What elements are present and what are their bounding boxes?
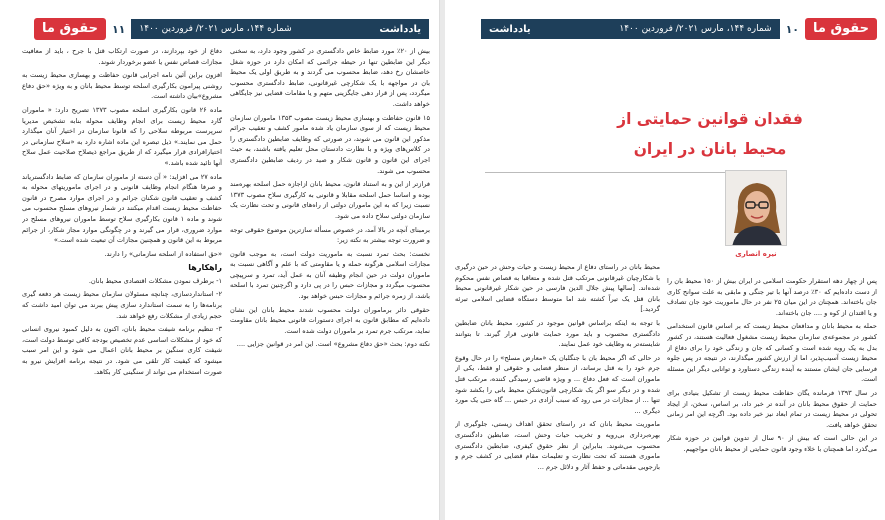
paragraph: حمله به محیط بانان و مدافعان محیط زیست که بر اساس قانون استخدامی کشور در مجموعه‌ی سازمان محیط زیست مشغول فعالیت هستند، در کشور بدل به یک رویه شده است و کسانی که جان و زندگی خود را برای دفاع از محیط زیست آسیب‌پذیر، اما از ارزش کشور میگذارند، در نتیجه در پس جلوه فرسایی جان ایشان مستند به آینده زندگی دستاورد و توانایی دیگر این مسئله است. xyxy=(667,322,877,384)
left-page xyxy=(0,0,440,520)
paragraph: در حالی که اگر محیط بان با جنگلبان یک «معارض مسلح» را در حال وقوع جرم خود را به قتل برساند، از منظر قضایی و حقوقی او فقط، یکی از ماموران است که فعل دفاع ... و ویژه قاضی رسیدگی کننده، مرتکب قتل شده و در دیگر سو اگر یک شکارچی قانون‌شکن محیط بانی را بکشد شود تنها ... از مجازات در می رود که سبب آزادی در حبس ... گاه حتی یک مورد دیگری ... xyxy=(455,353,660,415)
paragraph: ماموریت محیط بانان که در راستای تحقق اهداف زیستی، جلوگیری از بهره‌برداری بی‌رویه و تخریب حیات وحش است، ضابطین دادگستری محسوب می‌شوند. بنابراین از نظر حقوق کیفری، ضابطین دادگستری ماموری هستند که تحت نظارت و تعلیمات مقام قضایی در کشف جرم و بازجویی مقدماتی و حفظ آثار و دلائل جرم ... xyxy=(455,420,660,471)
issue-info: شماره ۱۴۴، مارس ۲۰۲۱/ فروردین ۱۴۰۰ xyxy=(139,24,292,34)
page-number: ۱۰ xyxy=(785,22,800,36)
header-bar xyxy=(131,19,429,39)
paragraph: نخست: بحث تمرد نسبت به ماموریت دولت است، به موجب قانون مجازات اسلامی هرگونه حمله و یا مقاومتی که با علم و آگاهی نسبت به ماموران دولت در حین انجام وظیفه آنان به عمل آید، تمرد و سرپیچی محسوب میگردد و مجازات حبس را در پی دارد و اگرچنین تمرد با اسلحه باشد، از زمره جرائم و مجازات حبس خواهد بود. xyxy=(230,249,430,301)
issue-info: شماره ۱۴۴، مارس ۲۰۲۱/ فروردین ۱۴۰۰ xyxy=(619,24,772,34)
header-bar xyxy=(481,19,780,39)
paragraph: ۱- برطرف نمودن مشکلات اقتصادی محیط بانان. xyxy=(88,276,222,285)
paragraph: ماده ۲۶ قانون بکارگیری اسلحه مصوب ۱۳۷۳ تصریح دارد: « ماموران گارد محیط زیست برای انجام وظایف محوله بنابه تشخیص مدیریا سرپرست مربوطه سلاحی را که قانونا سازمان در اختیار آنان میگذارد حمل می نمایند.» ذیل تبصره این ماده اشاره دارد به «سلاح سازمانی در اختیارافرادی قرار میگیرد که از طریق مراجع ذیصلاح صلاحیت عمل سلاح آنها تائید شده باشد.» xyxy=(22,105,222,167)
section-label: یادداشت xyxy=(379,23,421,35)
paragraph: پس از چهار دهه استقرار حکومت اسلامی در ایران بیش از ۱۵۰ محیط بان را از دست داده‌ایم که ۳۰٪ درصد آنها با تیر جنگی و مابقی به علت سوانح کاری جان باخته‌اند. همچنان در این میان ۲۵ نفر در حال ماموریت خود جان تصادف و یا اقتدان از کوه و .... جان باخته‌اند. xyxy=(667,277,877,317)
article-title xyxy=(595,104,825,164)
paragraph: حقوقی دائر برماموران دولت محسوب شدند محیط بانان این نشان داده‌ایم که مطابق قانون به اجرای دستورات قانونی محیط بانان مقاومت نماید، مرتکب جرم تمرد بر ماموران دولت شده است. xyxy=(230,305,430,335)
paragraph: ۱۵ قانون حفاظت و بهسازی محیط زیست مصوب ۱۳۵۳ ماموران سازمان محیط زیست که از سوی سازمان یاد شده مامور کشف و تعقیب جرائم مذکور این قانون می شوند، در صورتی که وظایف ضابطین دادگستری را در کلاس‌های ویژه و با نظارت دادستان محل تعلیم یافته باشند، به حیث اجرای این قانون و قانون شکار و صید در ردیف ضابطین دادگستری محسوب می شوند. xyxy=(230,113,430,175)
paragraph: بیش از ۲۰٪ مورد ضابط خاص دادگستری در کشور وجود دارد، به سخنی دیگر این ضابطین تنها در حیطه جرائمی که امکان دارد در حوزه شغل خاصشان رخ دهد، ضابط محسوب می گردند و به طریق اولی یک محیط بان در مواجهه با یک شکارچی غیرقانونی، ضابط دادگستری محسوب میگردد، پس از قرار دهی جایگزینی متهم و یا مقامات قضایی نیز جایگاهی خواهد داشت. xyxy=(230,47,430,108)
paragraph: ۲- استانداردسازی، چنانچه مسئولان سازمان محیط زیست هر دفعه گیری برنامه‌ها را به سمت استاندارد سازی پیش ببرند می توان امید داشت که حجم زیادی از مشکلات رفع خواهد شد. xyxy=(22,290,222,320)
left-header xyxy=(34,18,429,40)
page-number: ۱۱ xyxy=(111,22,126,36)
paragraph: ماده ۲۷ می افزاید: « آن دسته از ماموران سازمان که ضابط دادگستریاند و صرفا هنگام انجام وظایف قانونی و در اجرای ماموریتهای محوله به کشف و تعقیب قانون شکنان جرائم و در اجرای موارد مصرح در قانون حفاظت محیط زیست اقدام میکنند در شمار نیروهای مسلح محسوب می شوند و ماده ۱ قانون بکارگیری سلاح توسط ماموران نیروهای مسلح در موارد ضروری، قرار می گیرند و در چگونگی موارد مجاز شکار، از جرائم مربوط به این قانون و همچنین مجازات آن تبعیت شده است.» xyxy=(22,172,222,245)
paragraph: در سال ۱۳۹۳ فرمانده یگان حفاظت محیط زیست از تشکیل بنیادی برای حمایت از حقوق محیط بانان در آنده تر خبر داد، بر اساس، سخن، از ایجاد تحولی در محیط زیست در تمام ابعاد نیز خبر داده بود. اگرچه این امر زمانی تحقق خواهد یافت. xyxy=(667,388,877,429)
paragraph: دفاع از خود بپردازند، در صورت ارتکاب قتل با جرح ، باید از معافیت مجازات قصاص نفس یا عضو برخوردار شوند. xyxy=(22,47,222,66)
right-column-a xyxy=(667,276,877,520)
author-name: نیره انصاری xyxy=(735,250,777,258)
paragraph: افزون براین آئین نامه اجرایی قانون حفاظت و بهسازی محیط زیست به روشنی پیرامون بکارگیری اسلحه توسط محیط بانان و به ویژه «حق دفاع مشروع»بیان داشته است. xyxy=(22,71,222,101)
paragraph: فرازتر از این و به استناد قانون، محیط بانان ازاجازه حمل اسلحه بهره‌مند بوده و اساسا حمل اسلحه مقابلا و قانونی به کارگیری سلاح مصوب ۱۳۷۳ نسبت زیرا که به این ماموران دولتی از راه‌های قانونی و تحت نظارت یک سازمان دولتی سلاح داده می شود. xyxy=(230,180,430,220)
title-line-2: محیط بانان در ایران xyxy=(633,140,787,158)
paragraph: برمبنای آنچه در بالا آمد، در خصوص مسأله سازترین موضوع حقوقی توجه و ضرورت توجه بیشتر به نکته زیر: xyxy=(230,225,430,245)
paragraph: با توجه به اینکه براساس قوانین موجود در کشور، محیط بانان ضابطین دادگستری محسوب و باید مورد حمایت قانونی قرار گیرند. تا بتوانند شایسته‌تر به وظایف خود عمل نمایند. xyxy=(455,318,660,349)
right-column-b xyxy=(455,262,660,520)
author-photo xyxy=(725,170,787,246)
brand-logo: حقوق ما xyxy=(805,18,877,40)
paragraph: ۳- تنظیم برنامه شیفت محیط بانان، اکنون به دلیل کمبود نیروی انسانی که خود از مشکلات اساسی عدم تخصیص بودجه کافی توسط دولت است، شیفت کاری سنگین بر محیط بانان اعمال می شود و این امر سبب میشود که کیفیت کار تلقی می شود. در نتیجه برنامه افزایش نیرو به صورت استخدام می تواند از سنگینی کار بکاهد. xyxy=(22,325,222,376)
paragraph: نکته دوم: بحث «حق دفاع مشروع» است. این امر در قوانین جزایی .... xyxy=(236,340,430,349)
title-rule xyxy=(485,172,730,173)
subheading: راهکارها xyxy=(188,263,222,273)
title-line-1: فقدان قوانین حمایتی از xyxy=(617,110,803,128)
portrait-image xyxy=(726,171,787,246)
paragraph: محیط بانان در راستای دفاع از محیط زیست و حیات وحش در حین درگیری با شکارچیان غیرقانونی مرتکب قتل شده و متعاقبا به قصاص نفس محکوم شده‌اند. [سالها پیش جلال الدین فارسی در حین شکار غیرقانونی محیط بانان قتل یک تیراً کشته شد اما متوسط دستگاه قضایی اسلامی تبرئه گردید.] xyxy=(455,263,660,314)
paragraph: «حق استفاده از اسلحه سازمانی» را دارند. xyxy=(104,249,222,258)
right-page xyxy=(445,0,885,520)
left-column-a xyxy=(22,46,222,520)
brand-logo: حقوق ما xyxy=(34,18,106,40)
section-label: یادداشت xyxy=(489,23,531,35)
paragraph: در این حالی است که بیش از ۹۰ سال از تدوین قوانین در حوزه شکار می‌گذرد اما همچنان با خلاء وجود قانون حمایتی از محیط بانان مواجهیم. xyxy=(667,434,877,453)
left-column-b xyxy=(230,46,430,520)
right-header xyxy=(481,18,877,40)
